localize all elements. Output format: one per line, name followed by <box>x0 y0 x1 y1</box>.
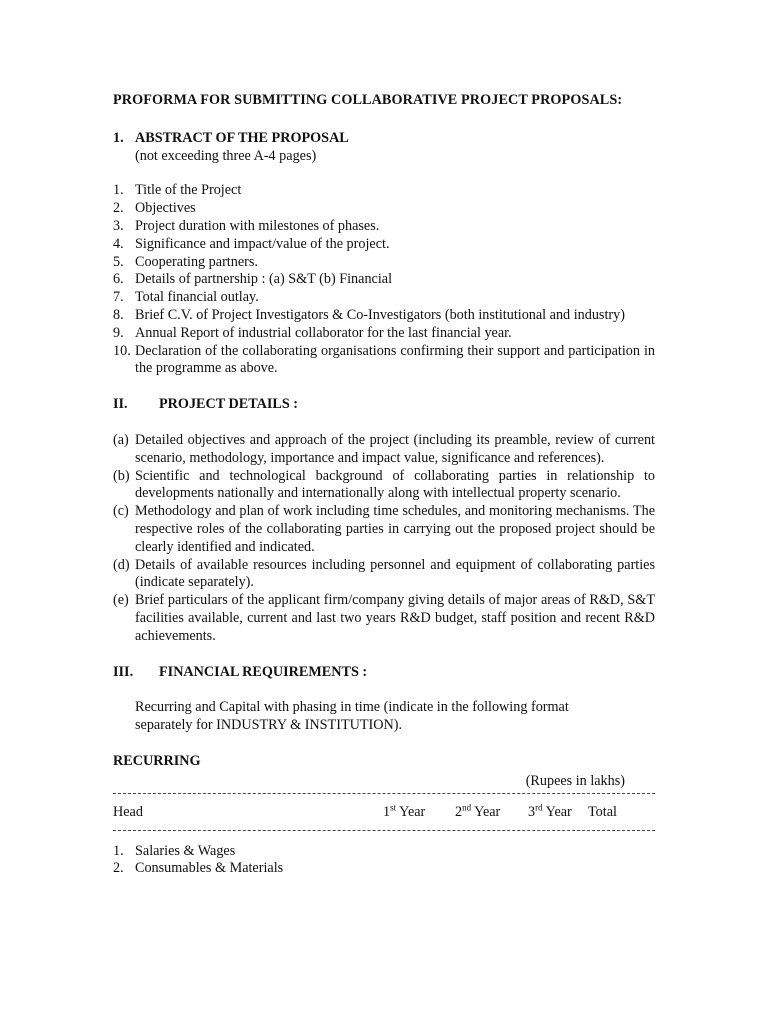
col-year-3 <box>528 794 588 830</box>
item-text: Project duration with milestones of phases. <box>135 217 380 234</box>
list-item <box>113 218 655 236</box>
item-text: Scientific and technological background of collaborating parties in relationship to developments nationally and internationally along with intellectual property scenario. <box>135 467 655 502</box>
section2-number: II. <box>113 396 128 413</box>
item-number: 8. <box>113 306 124 323</box>
item-number: 9. <box>113 324 124 341</box>
item-number: 4. <box>113 235 124 252</box>
list-item <box>113 289 655 307</box>
recurring-label: RECURRING <box>113 752 201 769</box>
col-year-1-sup: st <box>390 801 397 812</box>
item-number: 2. <box>113 860 124 877</box>
list-item <box>113 307 655 325</box>
list-item <box>113 236 655 254</box>
col-year-1-word: Year <box>396 803 426 820</box>
col-year-1-num: 1 <box>383 803 391 820</box>
item-number: (a) <box>113 431 129 448</box>
item-number: (e) <box>113 592 129 609</box>
units-note: (Rupees in lakhs) <box>525 772 625 789</box>
table-row <box>113 860 655 878</box>
document-title: PROFORMA FOR SUBMITTING COLLABORATIVE PROJECT PROPOSALS: <box>113 92 623 108</box>
item-number: 7. <box>113 289 124 306</box>
item-text: Cooperating partners. <box>135 253 258 270</box>
list-item <box>113 592 655 645</box>
item-text: Annual Report of industrial collaborator for the last financial year. <box>135 324 512 341</box>
project-details-list <box>113 432 655 646</box>
item-text: Brief C.V. of Project Investigators & Co-Investigators (both institutional and industry) <box>135 306 625 323</box>
section2-title: PROJECT DETAILS : <box>159 396 299 413</box>
document-page <box>113 92 655 878</box>
item-text: Details of partnership : (a) S&T (b) Financial <box>135 271 393 288</box>
table-header-rule <box>113 830 655 831</box>
col-year-2 <box>455 794 528 830</box>
col-year-3-num: 3 <box>528 803 536 820</box>
list-item <box>113 200 655 218</box>
item-number: 5. <box>113 253 124 270</box>
item-number: 6. <box>113 271 124 288</box>
financial-paragraph: Recurring and Capital with phasing in time (indicate in the following format separately for INDUSTRY & INSTITUTION). <box>135 699 569 734</box>
col-year-2-num: 2 <box>455 803 463 820</box>
section2-heading <box>113 396 655 414</box>
section3-number: III. <box>113 663 134 680</box>
list-item <box>113 254 655 272</box>
table-body <box>113 843 655 879</box>
list-item <box>113 182 655 200</box>
table-row <box>113 843 655 861</box>
item-text: Methodology and plan of work including time schedules, and monitoring mechanisms. The respective roles of the collaborating parties in carrying out the proposed project should be clearly identified and indicated. <box>135 503 655 555</box>
item-number: 1. <box>113 842 124 859</box>
item-text: Title of the Project <box>135 182 242 199</box>
item-number: 1. <box>113 182 124 199</box>
item-number: 2. <box>113 200 124 217</box>
item-number: (c) <box>113 503 129 520</box>
item-text: Brief particulars of the applicant firm/company giving details of major areas of R&D, S&T facilities available, current and last two years R&D budget, staff position and recent R&D achievements. <box>135 592 655 644</box>
item-text: Details of available resources including personnel and equipment of collaborating parties (indicate separately). <box>135 556 655 591</box>
list-item <box>113 503 655 556</box>
list-item <box>113 271 655 289</box>
section1-note: (not exceeding three A-4 pages) <box>135 147 317 164</box>
section3-title: FINANCIAL REQUIREMENTS : <box>159 663 368 680</box>
list-item <box>113 343 655 379</box>
col-year-2-word: Year <box>471 803 501 820</box>
col-year-1 <box>383 794 455 830</box>
table-header-row <box>113 794 655 830</box>
list-item <box>113 557 655 593</box>
list-item <box>113 325 655 343</box>
section1-number: 1. <box>113 129 124 146</box>
col-year-2-sup: nd <box>462 801 472 812</box>
item-text: Detailed objectives and approach of the project (including its preamble, review of current scenario, methodology, importance and impact value, significance and references). <box>135 431 655 466</box>
col-total: Total <box>588 803 617 820</box>
section3-heading <box>113 664 655 682</box>
item-text: Objectives <box>135 200 196 217</box>
item-number: 3. <box>113 217 124 234</box>
col-head: Head <box>113 803 143 820</box>
list-item <box>113 432 655 468</box>
item-number: (d) <box>113 556 130 573</box>
item-text: Consumables & Materials <box>135 860 284 877</box>
abstract-item-list <box>113 182 655 378</box>
col-year-3-word: Year <box>542 803 572 820</box>
section1-title: ABSTRACT OF THE PROPOSAL <box>135 129 349 146</box>
item-text: Declaration of the collaborating organisations confirming their support and participation in the programme as above. <box>135 342 655 377</box>
item-number: (b) <box>113 467 130 484</box>
item-text: Total financial outlay. <box>135 289 259 306</box>
section1-heading <box>113 130 655 148</box>
item-number: 10. <box>113 342 131 359</box>
item-text: Salaries & Wages <box>135 842 236 859</box>
col-year-3-sup: rd <box>535 801 543 812</box>
list-item <box>113 468 655 504</box>
item-text: Significance and impact/value of the project. <box>135 235 390 252</box>
